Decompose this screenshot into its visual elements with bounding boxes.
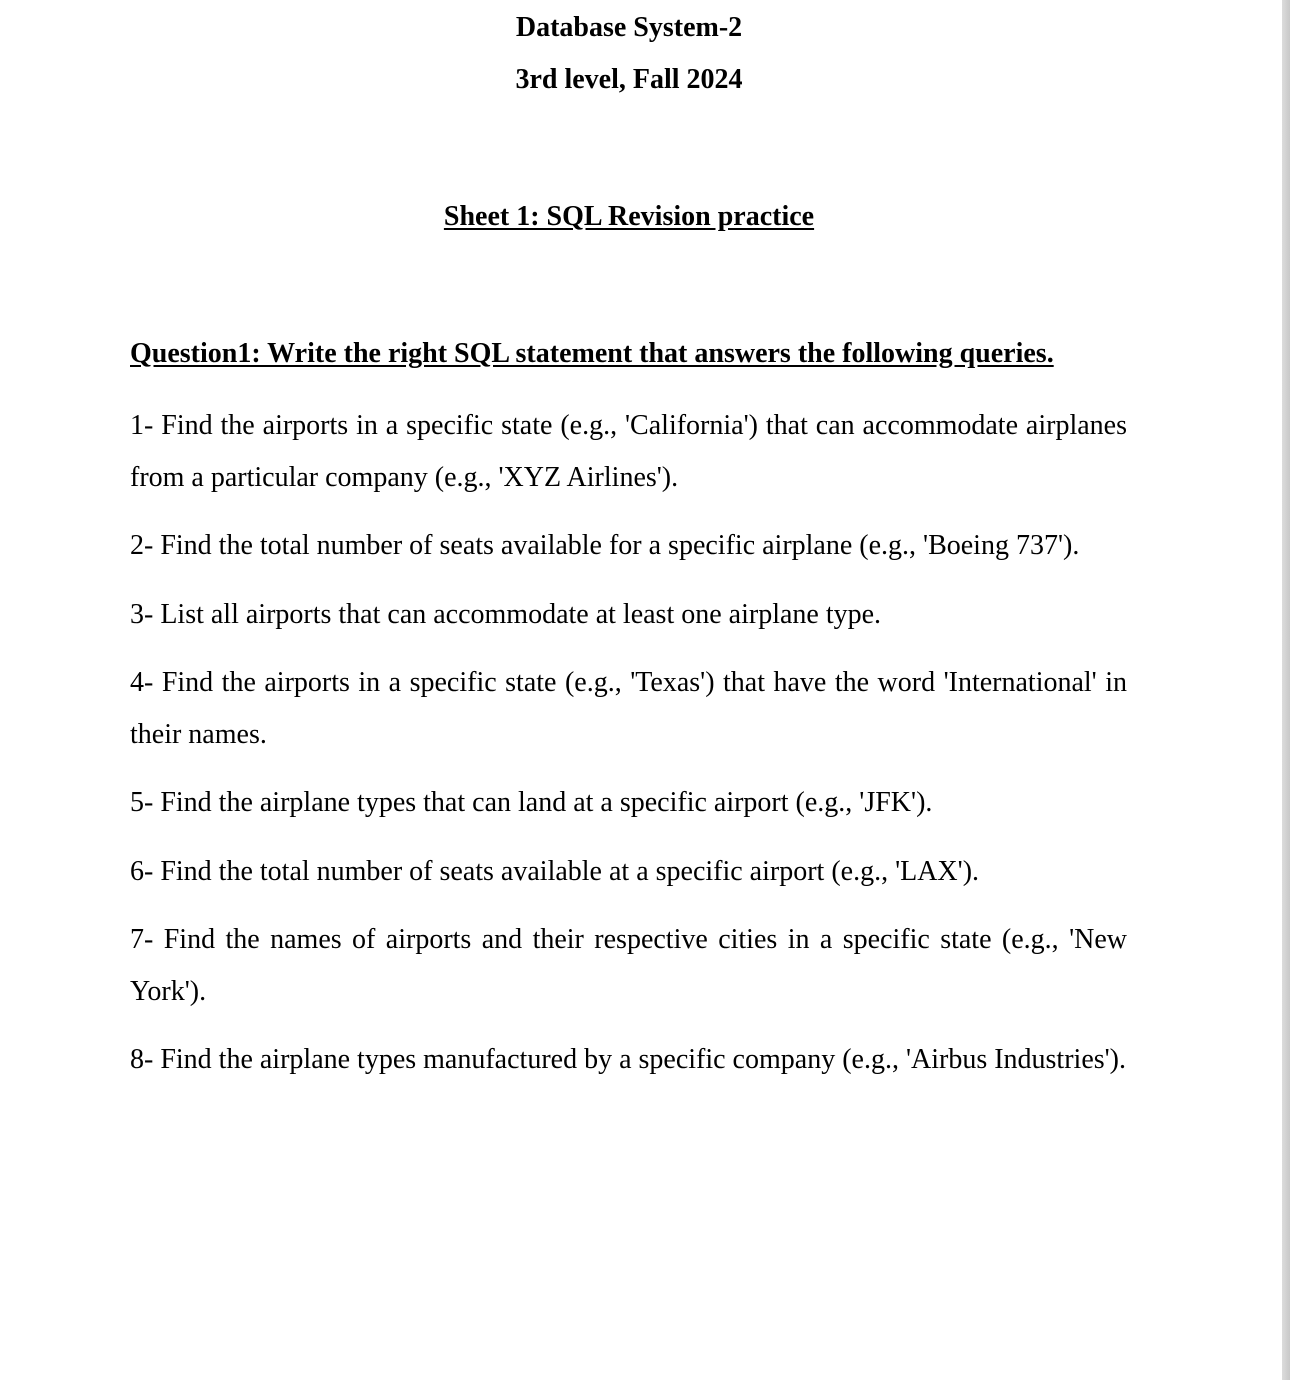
page-edge-scrollbar[interactable] bbox=[1282, 0, 1290, 1380]
document-title: Database System-2 bbox=[515, 12, 743, 43]
document-subtitle: 3rd level, Fall 2024 bbox=[515, 64, 743, 95]
question-item-5: 5- Find the airplane types that can land at a specific airport (e.g., 'JFK'). bbox=[130, 787, 933, 818]
question-item-1: 1- Find the airports in a specific state (e.g., 'California') that can accommodate airplanes from a particular company (e.g., 'XYZ Airlines'). bbox=[130, 410, 1127, 493]
question-item-2: 2- Find the total number of seats available for a specific airplane (e.g., 'Boeing 737'). bbox=[130, 530, 1080, 561]
question-list bbox=[130, 400, 1127, 1103]
question-item-6: 6- Find the total number of seats available at a specific airport (e.g., 'LAX'). bbox=[130, 855, 980, 887]
sheet-title: Sheet 1: SQL Revision practice bbox=[443, 201, 815, 232]
question-item-7: 7- Find the names of airports and their respective cities in a specific state (e.g., 'New York'). bbox=[130, 924, 1127, 1007]
question-item-8: 8- Find the airplane types manufactured by a specific company (e.g., 'Airbus Industries'). bbox=[130, 1044, 1127, 1075]
question-item-4: 4- Find the airports in a specific state (e.g., 'Texas') that have the word 'International' in their names. bbox=[130, 667, 1127, 750]
question-item-3: 3- List all airports that can accommodate at least one airplane type. bbox=[130, 598, 882, 630]
question-heading: Question1: Write the right SQL statement that answers the following queries. bbox=[130, 338, 1054, 369]
